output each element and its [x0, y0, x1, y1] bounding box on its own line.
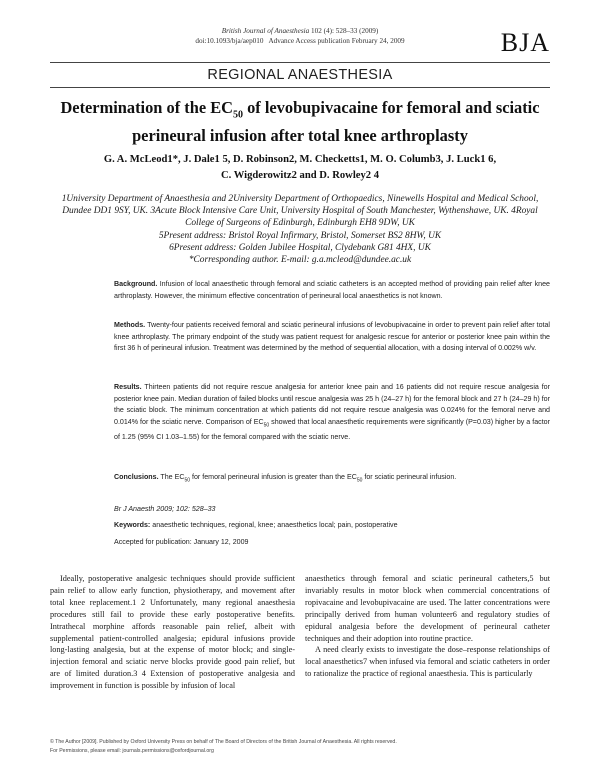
results-text-a: Thirteen patients did not require rescue analgesia for anterior knee pain and 16 patients did not require rescue analgesia for posterior knee pain. Median duration of failed blocks until rescue analgesia was 25 h (24–27 h) for the femoral block and 27 h (24–29 h) for the sciatic block. The minimum concentration at which patients did not require rescue analgesia was 0.024% for the femoral nerve and 0.014% for the sciatic nerve. Comparison of EC: [114, 383, 550, 426]
keywords: [114, 520, 550, 532]
doi[interactable]: doi:10.1093/bja/aep010: [195, 37, 264, 45]
authors-line-2: C. Wigderowitz2 and D. Rowley2 4: [220, 170, 380, 181]
accepted-date: Accepted for publication: January 12, 2009: [114, 538, 249, 546]
body-column-left: [50, 573, 295, 692]
author-list: [40, 152, 560, 184]
present-address-1: 5Present address: Bristol Royal Infirmary, Bristol, Somerset BS2 8HW, UK: [158, 230, 442, 241]
body-paragraph: anaesthetics through femoral and sciatic perineural catheters,5 but invariably results in motor block when commercial concentrations of ropivacaine and levobupivacaine are used. The latter concentrations were principally derived from human volunteer6 and regulatory studies of epidural analgesia before the development of perineural catheter techniques and their adoption into routine practice.: [305, 574, 550, 643]
results-text-b: showed that local anaesthetic requirements were significantly (P=0.03) higher by a factor of 1.25 (95% CI 1.03–1.55) for the femoral compared with the sciatic nerve.: [114, 417, 550, 441]
abstract-conclusions: [114, 472, 550, 487]
article-title: [40, 97, 560, 146]
conclusions-subscript-1: 50: [184, 477, 191, 484]
body-paragraph: A need clearly exists to investigate the dose–response relationships of local anaesthetics7 when infused via femoral and sciatic catheters in order to rationalize the practice of regional anaesthesia. This is particularly: [305, 645, 550, 679]
conclusions-text-b: for femoral perineural infusion is greater than the EC: [192, 473, 357, 481]
keywords-text: anaesthetic techniques, regional, knee; anaesthetics local; pain, postoperative: [152, 521, 398, 529]
title-subscript: 50: [232, 109, 243, 121]
affiliations: [50, 193, 550, 266]
conclusions-subscript-2: 50: [356, 477, 363, 484]
section-title: REGIONAL ANAESTHESIA: [207, 67, 393, 83]
journal-name: British Journal of Anaesthesia: [221, 27, 310, 35]
abstract-results: [114, 382, 550, 443]
footer-line-1: © The Author [2009]. Published by Oxford University Press on behalf of The Board of Directors of the British Journal of Anaesthesia. All rights reserved.: [50, 739, 397, 745]
methods-text: Twenty-four patients received femoral and sciatic perineural infusions of levobupivacaine in order to prevent pain relief after total knee arthroplasty. The primary endpoint of the study was patient request for analgesic rescue for anterior or posterior knee pain within the first 36 h of perineural infusion. Treatment was determined by the method of sequential allocation, with a dosing interval of 0.002% w/v.: [114, 321, 551, 353]
results-subscript: 50: [263, 422, 270, 429]
conclusions-text-a: The EC: [160, 473, 185, 481]
corresponding-author[interactable]: *Corresponding author. E-mail: g.a.mcleod@dundee.ac.uk: [188, 255, 412, 266]
volume-issue: 102 (4): 528–33 (2009): [311, 27, 379, 35]
title-part2: of levobupivacaine for femoral and sciatic perineural infusion after total knee arthroplasty: [132, 98, 540, 146]
affiliation-text: 1University Department of Anaesthesia and 2University Department of Orthopaedics, Ninewells Hospital and Medical School, Dundee DD1 9SY, UK. 3Acute Block Intensive Care Unit, University Hospital of South Manchester, Wythenshawe, UK. 4Royal College of Surgeons of Edinburgh, Edinburgh EH8 9DW, UK: [61, 194, 539, 229]
body-paragraph: Ideally, postoperative analgesic techniques should provide sufficient pain relief to allow early function, physiotherapy, and movement after total knee replacement.1 2 Unfortunately, many regional anaesthesia procedures still fail to provide these early postoperative benefits. Intrathecal morphine affords reasonable pain relief, albeit with supplemental patient-controlled analgesia; epidural infusions provide long-lasting analgesia, but at the expense of motor block; and single-injection femoral and sciatic nerve blocks provide good pain relief, but are of limited duration.3 4 Extension of postoperative analgesia and improvement in function is possible by infusion of local: [50, 574, 295, 691]
access-date: Advance Access publication February 24, 2009: [268, 37, 405, 45]
section-rule-top: [50, 62, 550, 63]
abstract-background: [114, 279, 550, 302]
copyright-footer: [50, 738, 550, 755]
authors-line-1: G. A. McLeod1*, J. Dale1 5, D. Robinson2, M. Checketts1, M. O. Columb3, J. Luck1 6,: [103, 154, 497, 165]
background-text: Infusion of local anaesthetic through femoral and sciatic catheters is an accepted method of providing pain relief after knee arthroplasty. However, the minimum effective concentration of perineural local anaesthetics is not known.: [114, 280, 550, 300]
present-address-2: 6Present address: Golden Jubilee Hospital, Clydebank G81 4HX, UK: [169, 242, 431, 253]
conclusions-label: Conclusions.: [114, 473, 159, 481]
body-column-right: [305, 573, 550, 680]
footer-line-2[interactable]: For Permissions, please email: journals.permissions@oxfordjournal.org: [50, 747, 214, 754]
background-label: Background.: [114, 280, 158, 288]
journal-logo: BJA: [500, 28, 550, 57]
conclusions-text-c: for sciatic perineural infusion.: [364, 473, 457, 481]
methods-label: Methods.: [114, 321, 146, 329]
results-label: Results.: [114, 383, 142, 391]
citation: Br J Anaesth 2009; 102: 528–33: [114, 505, 216, 513]
keywords-label: Keywords:: [114, 521, 151, 529]
title-part1: Determination of the EC: [60, 98, 233, 117]
section-rule-bottom: [50, 87, 550, 88]
abstract-methods: [114, 320, 550, 355]
